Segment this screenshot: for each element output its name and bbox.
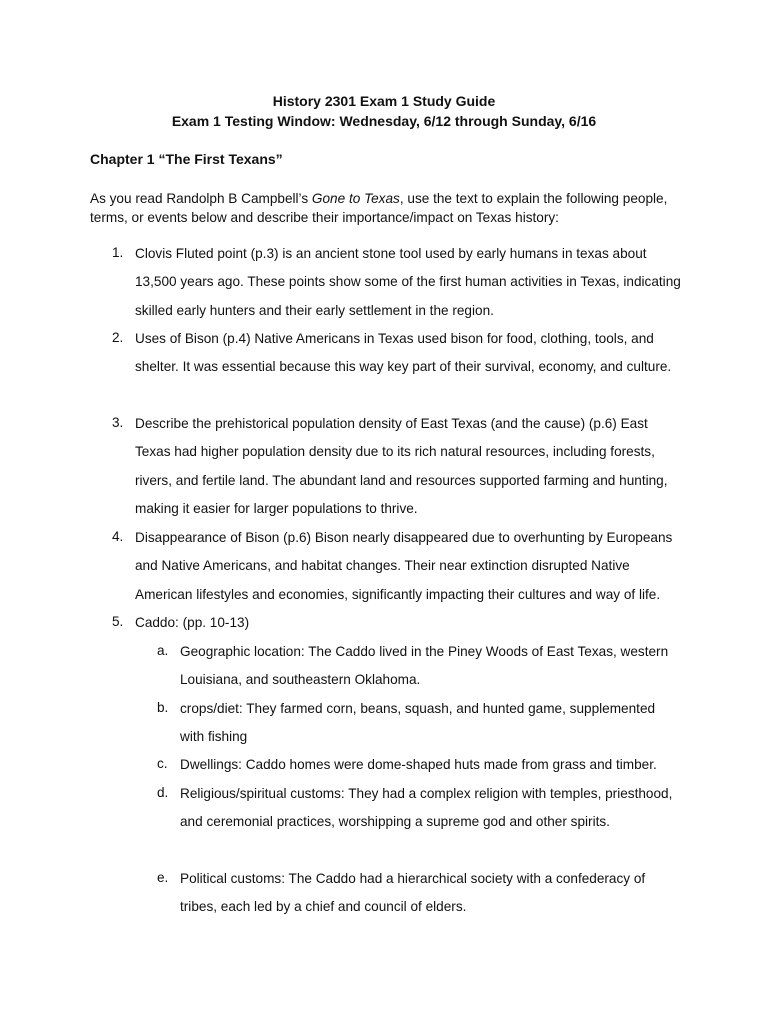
intro-text-before: As you read Randolph B Campbell’s bbox=[90, 191, 312, 206]
sub-item-letter: d. bbox=[157, 785, 169, 800]
sub-item-text: Political customs: The Caddo had a hierarchical society with a confederacy of tribes, each led by a chief and council of elders. bbox=[180, 871, 646, 915]
list-item-number: 1. bbox=[112, 245, 124, 260]
book-title: Gone to Texas bbox=[311, 191, 400, 206]
list-item-text: Uses of Bison (p.4) Native Americans in Texas used bison for food, clothing, tools, and shelter. It was essential because this way key part of their survival, economy, and culture. bbox=[135, 331, 672, 375]
document-title: History 2301 Exam 1 Study Guide bbox=[272, 93, 496, 109]
sub-item-letter: e. bbox=[157, 870, 169, 885]
sub-item-letter: b. bbox=[157, 700, 169, 715]
sub-item-letter: c. bbox=[157, 756, 168, 771]
sub-item-text: crops/diet: They farmed corn, beans, squash, and hunted game, supplemented with fishing bbox=[180, 701, 656, 745]
intro-paragraph bbox=[90, 189, 690, 227]
intro-text-after: , use the text to explain the following people, terms, or events below and describe their importance/impact on Texas history: bbox=[90, 191, 668, 225]
list-item-text: Describe the prehistorical population density of East Texas (and the cause) (p.6) East Texas had higher population density due to its rich natural resources, including forests, rivers, and fertile land. The abundant land and resources supported farming and hunting, making it easier for larger populations to thrive. bbox=[135, 416, 668, 517]
list-item-number: 3. bbox=[112, 415, 124, 430]
sub-item-letter: a. bbox=[157, 643, 169, 658]
sub-item-text: Geographic location: The Caddo lived in the Piney Woods of East Texas, western Louisiana, and southeastern Oklahoma. bbox=[180, 644, 669, 688]
chapter-heading: Chapter 1 “The First Texans” bbox=[90, 151, 283, 167]
sub-item-text: Religious/spiritual customs: They had a complex religion with temples, priesthood, and ceremonial practices, worshipping a supreme god and other spirits. bbox=[180, 786, 673, 830]
list-item-number: 4. bbox=[112, 529, 124, 544]
list-item-text: Clovis Fluted point (p.3) is an ancient stone tool used by early humans in texas about 13,500 years ago. These points show some of the first human activities in Texas, indicating skilled early hunters and their early settlement in the region. bbox=[135, 246, 681, 318]
document-subtitle: Exam 1 Testing Window: Wednesday, 6/12 through Sunday, 6/16 bbox=[171, 113, 597, 129]
list-item-text: Disappearance of Bison (p.6) Bison nearly disappeared due to overhunting by Europeans and Native Americans, and habitat changes. Their near extinction disrupted Native American lifestyles and economies, significantly impacting their cultures and way of life. bbox=[135, 530, 673, 602]
sub-item-text: Dwellings: Caddo homes were dome-shaped huts made from grass and timber. bbox=[180, 757, 657, 772]
list-item-number: 2. bbox=[112, 330, 124, 345]
list-item-number: 5. bbox=[112, 614, 124, 629]
list-item-text: Caddo: (pp. 10-13) bbox=[135, 615, 250, 630]
